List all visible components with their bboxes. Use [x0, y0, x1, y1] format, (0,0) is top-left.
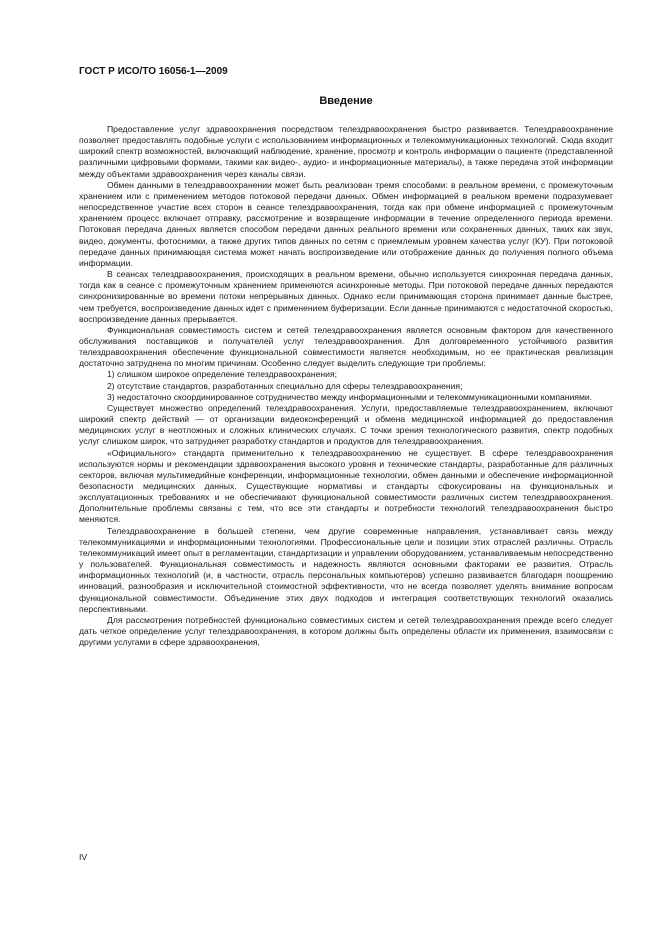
paragraph: Обмен данными в телездравоохранении может быть реализован тремя способами: в реальном времени, с промежуточным хранением или с применением методов потоковой передачи данных. Обмен информацией в реальном времени подразумевает непосредственное участие всех сторон в сеансе телездравоохранения, тогда как при обмене информацией с промежуточным хранением процесс включает отправку, рассмотрение и возвращение информации в течение определенного периода времени. Потоковая передача данных является способом передачи данных реального времени или сохраненных данных, таких как звук, видео, документы, фотоснимки, а также других типов данных по сетям с приемлемым уровнем качества услуг (КУ). При потоковой передаче данных принимающая система может начать воспроизведение или отображение данных до получения полного объема информации.	[79, 179, 613, 268]
paragraph: Предоставление услуг здравоохранения посредством телездравоохранения быстро развивается. Телездравоохранение позволяет предоставлять подобные услуги с использованием информационных и телекоммуникационных технологий. Сюда входит широкий спектр возможностей, включающий наблюдение, хранение, просмотр и контроль информации о пациенте (представленной различными цифровыми формами, такими как видео-, аудио- и информационные материалы), а также передача этой информации между объектами здравоохранения через каналы связи.	[79, 124, 613, 179]
section-title: Введение	[319, 95, 373, 107]
document-body	[79, 124, 613, 648]
paragraph: Существует множество определений телездравоохранения. Услуги, предоставляемые телездравоохранением, включают широкий спектр действий — от организации видеоконференций и обмена медицинской информацией до предоставления медицинских услуг в неотложных и сложных клинических случаях. С точки зрения технологического развития, спектр подобных услуг слишком широк, что затрудняет разработку стандартов и продуктов для телездравоохранения.	[79, 402, 613, 447]
list-item: 3) недостаточно скоординированное сотрудничество между информационными и телекоммуникационными компаниями.	[107, 391, 593, 402]
paragraph: В сеансах телездравоохранения, происходящих в реальном времени, обычно используется синхронная передача данных, тогда как в сеансе с промежуточным хранением применяются асинхронные методы. При потоковой передаче данных передаются синхронизированные во времени потоки непрерывных данных. Однако если принимающая сторона принимает данные быстрее, чем требуется, воспроизведение данных идет с применением буферизации. Если данные принимаются с недостаточной скоростью, воспроизведение данных прерывается.	[79, 269, 613, 324]
paragraph: Функциональная совместимость систем и сетей телездравоохранения является основным фактором для качественного обслуживания поставщиков и получателей услуг телездравоохранения. Для долговременного устойчивого развития телездравоохранения обеспечение функциональной совместимости является необходимым, но ее практическая реализация достаточно затруднена по многим причинам. Особенно следует выделить следующие три проблемы:	[79, 324, 613, 369]
paragraph: Для рассмотрения потребностей функционально совместимых систем и сетей телездравоохранения прежде всего следует дать четкое определение услуг телездравоохранения, в котором должны быть определены области их применения, взаимосвязи с другими услугами в сфере здравоохранения,	[79, 614, 613, 648]
page-number: IV	[79, 852, 88, 862]
list-item: 1) слишком широкое определение телездравоохранения;	[107, 369, 338, 380]
document-header: ГОСТ Р ИСО/ТО 16056-1—2009	[79, 66, 228, 77]
paragraph: Телездравоохранение в большей степени, чем другие современные направления, устанавливает связь между телекоммуникациями и информационными технологиями. Профессиональные цели и позиции этих отраслей различны. Отрасль телекоммуникаций имеет опыт в регламентации, стандартизации и управлении оборудованием, устанавливаемым непосредственно у пользователей. Функциональная совместимость и надежность являются основными факторами ее развития. Отрасль информационных технологий (и, в частности, отрасль персональных компьютеров) успешно развивается благодаря поощрению инноваций, разнообразия и исключительной стоимостной эффективности, что не всегда позволяет уделять внимание вопросам функциональной совместимости. Объединение этих двух подходов и интеграция соответствующих технологий оказались перспективными.	[79, 525, 613, 614]
list-item: 2) отсутствие стандартов, разработанных специально для сферы телездравоохранения;	[107, 380, 463, 391]
paragraph: «Официального» стандарта применительно к телездравоохранению не существует. В сфере телездравоохранения используются нормы и рекомендации здравоохранения высокого уровня и технические стандарты, разработанные для различных секторов, включая мультимедийные конференции, информационные технологии, обмен данными и обеспечение информационной безопасности медицинских данных. Существующие нормативы и стандарты сфокусированы на функциональных и эксплуатационных требованиях и не обеспечивают функциональной совместимости различных систем телездравоохранения. Дополнительные проблемы связаны с тем, что все эти стандарты и потребности технологий телездравоохранения быстро меняются.	[79, 447, 613, 525]
